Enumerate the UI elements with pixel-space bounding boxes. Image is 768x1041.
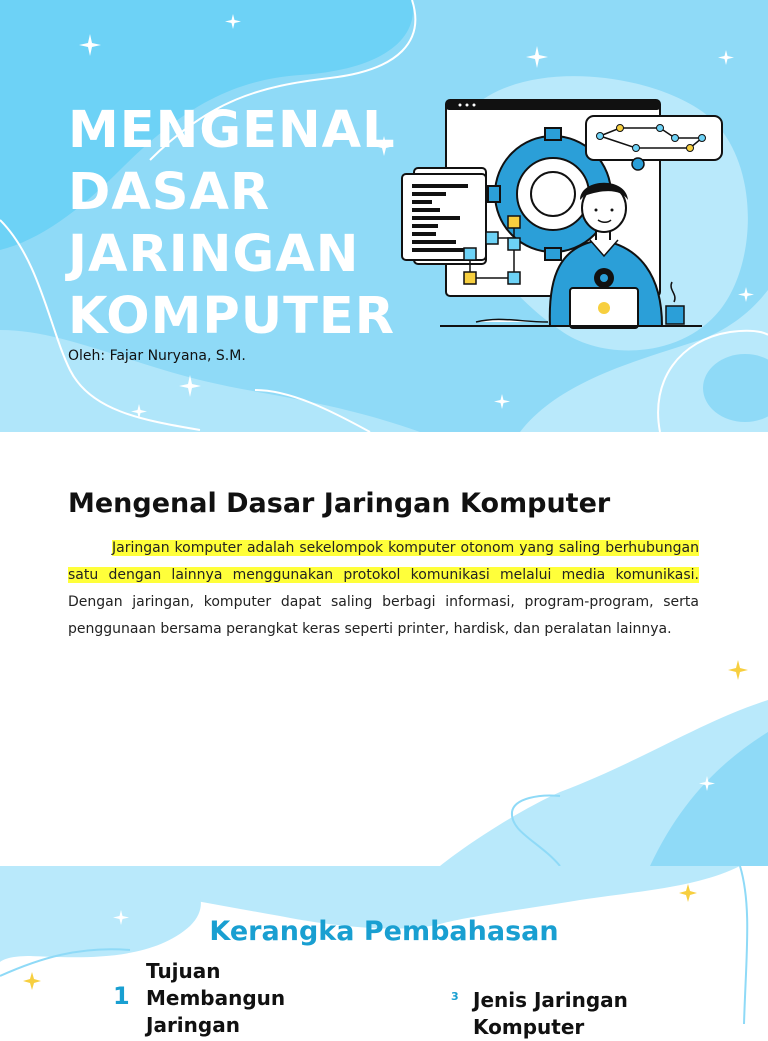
outline-item-number: 3	[451, 990, 459, 1003]
cover-title-line-3: JARINGAN	[68, 225, 360, 284]
cover-slide	[0, 0, 768, 432]
cover-author: Oleh: Fajar Nuryana, S.M.	[68, 348, 246, 364]
outline-item-line: Membangun	[146, 986, 286, 1010]
section-title: Mengenal Dasar Jaringan Komputer	[68, 488, 611, 519]
cover-title-line-1: MENGENAL	[68, 101, 396, 160]
outline-item-number: 1	[113, 982, 130, 1010]
cover-title-line-4: KOMPUTER	[68, 287, 396, 346]
laptop-icon	[570, 288, 638, 328]
cover-title	[68, 100, 396, 348]
network-illustration	[400, 96, 730, 336]
section-paragraph	[68, 535, 699, 643]
highlighted-definition: Jaringan komputer adalah sekelompok komputer otonom yang saling berhubungan satu dengan lainnya menggunakan protokol komunikasi melalui media komunikasi.	[68, 540, 699, 583]
outline-title: Kerangka Pembahasan	[209, 916, 559, 947]
definition-slide	[0, 432, 768, 866]
paragraph-continuation: Dengan jaringan, komputer dapat saling berbagi informasi, program-program, serta penggunaan bersama perangkat keras seperti printer, hardisk, dan peralatan lainnya.	[68, 594, 699, 637]
cover-title-line-2: DASAR	[68, 163, 271, 222]
outline-item-line: Komputer	[473, 1015, 585, 1039]
outline-item-label	[146, 958, 285, 1039]
outline-item-line: Tujuan	[146, 959, 221, 983]
outline-item-line: Jaringan	[146, 1013, 240, 1037]
outline-slide	[0, 866, 768, 1039]
outline-item-label	[473, 987, 628, 1041]
outline-item-line: Jenis Jaringan	[473, 988, 628, 1012]
coffee-mug-icon	[666, 282, 684, 324]
